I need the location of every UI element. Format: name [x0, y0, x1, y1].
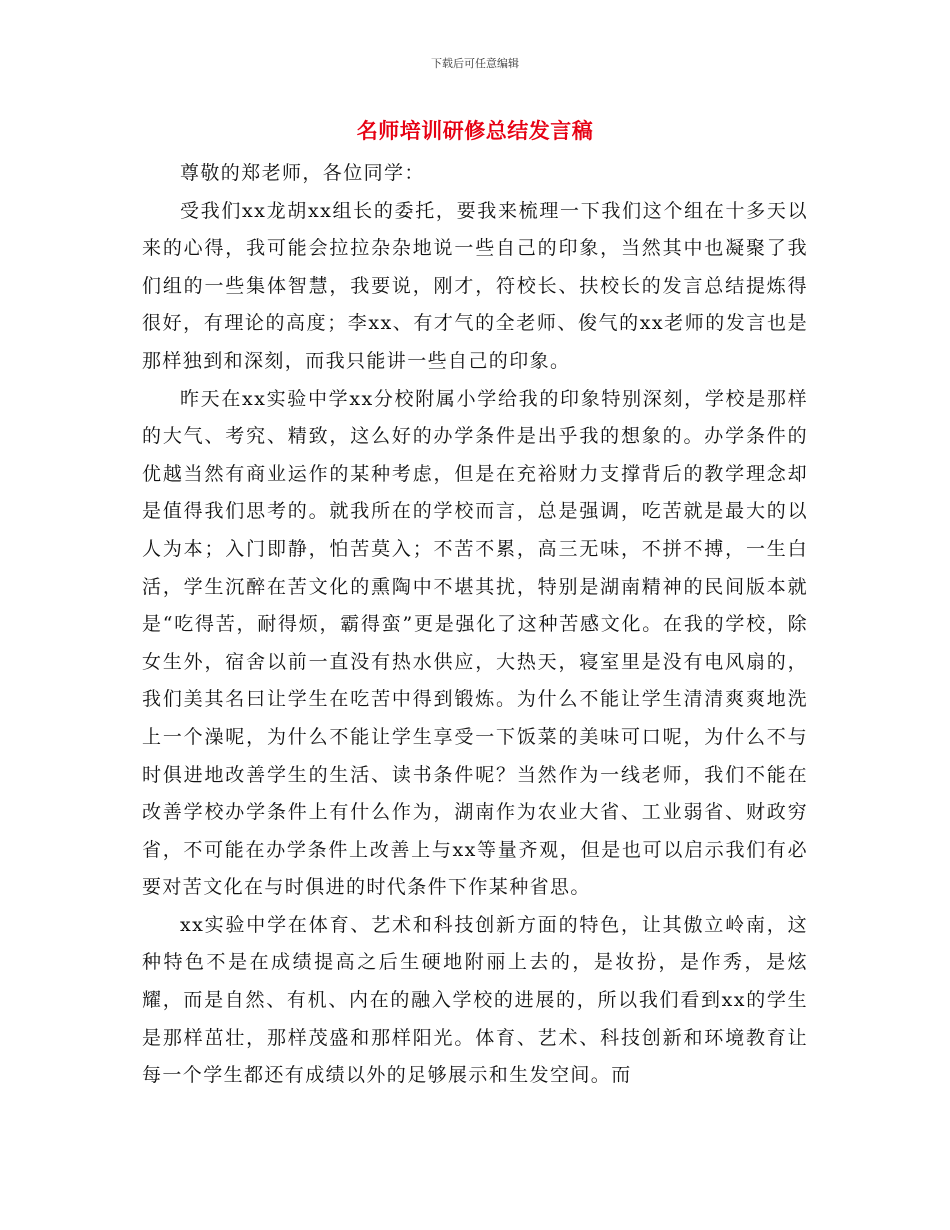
- header-note: 下载后可任意编辑: [431, 57, 519, 70]
- document-title: 名师培训研修总结发言稿: [356, 119, 594, 143]
- salutation-paragraph: 尊敬的郑老师，各位同学：: [180, 162, 425, 184]
- body-paragraph: 受我们xx龙胡xx组长的委托，要我来梳理一下我们这个组在十多天以来的心得，我可能会拉拉杂杂地说一些自己的印象，当然其中也凝聚了我们组的一些集体智慧，我要说，刚才，符校长、扶校长的发言总结提炼得很好，有理论的高度；李xx、有才气的全老师、俊气的xx老师的发言也是那样独到和深刻，而我只能讲一些自己的印象。: [142, 199, 808, 372]
- body-paragraph: xx实验中学在体育、艺术和科技创新方面的特色，让其傲立岭南，这种特色不是在成绩提高之后生硬地附丽上去的，是妆扮，是作秀，是炫耀，而是自然、有机、内在的融入学校的进展的，所以我们看到xx的学生是那样茁壮，那样茂盛和那样阳光。体育、艺术、科技创新和环境教育让每一个学生都还有成绩以外的足够展示和生发空间。而: [142, 913, 808, 1087]
- body-paragraph: 昨天在xx实验中学xx分校附属小学给我的印象特别深刻，学校是那样的大气、考究、精致，这么好的办学条件是出乎我的想象的。办学条件的优越当然有商业运作的某种考虑，但是在充裕财力支撑背后的教学理念却是值得我们思考的。就我所在的学校而言，总是强调，吃苦就是最大的以人为本；入门即静，怕苦莫入；不苦不累，高三无味，不拼不搏，一生白活，学生沉醉在苦文化的熏陶中不堪其扰，特别是湖南精神的民间版本就是“吃得苦，耐得烦，霸得蛮”更是强化了这种苦感文化。在我的学校，除女生外，宿舍以前一直没有热水供应，大热天，寝室里是没有电风扇的，我们美其名曰让学生在吃苦中得到锻炼。为什么不能让学生清清爽爽地洗上一个澡呢，为什么不能让学生享受一下饭菜的美味可口呢，为什么不与时俱进地改善学生的生活、读书条件呢？当然作为一线老师，我们不能在改善学校办学条件上有什么作为，湖南作为农业大省、工业弱省、财政穷省，不可能在办学条件上改善上与xx等量齐观，但是也可以启示我们有必要对苦文化在与时俱进的时代条件下作某种省思。: [142, 387, 808, 899]
- document-body: [142, 155, 808, 1095]
